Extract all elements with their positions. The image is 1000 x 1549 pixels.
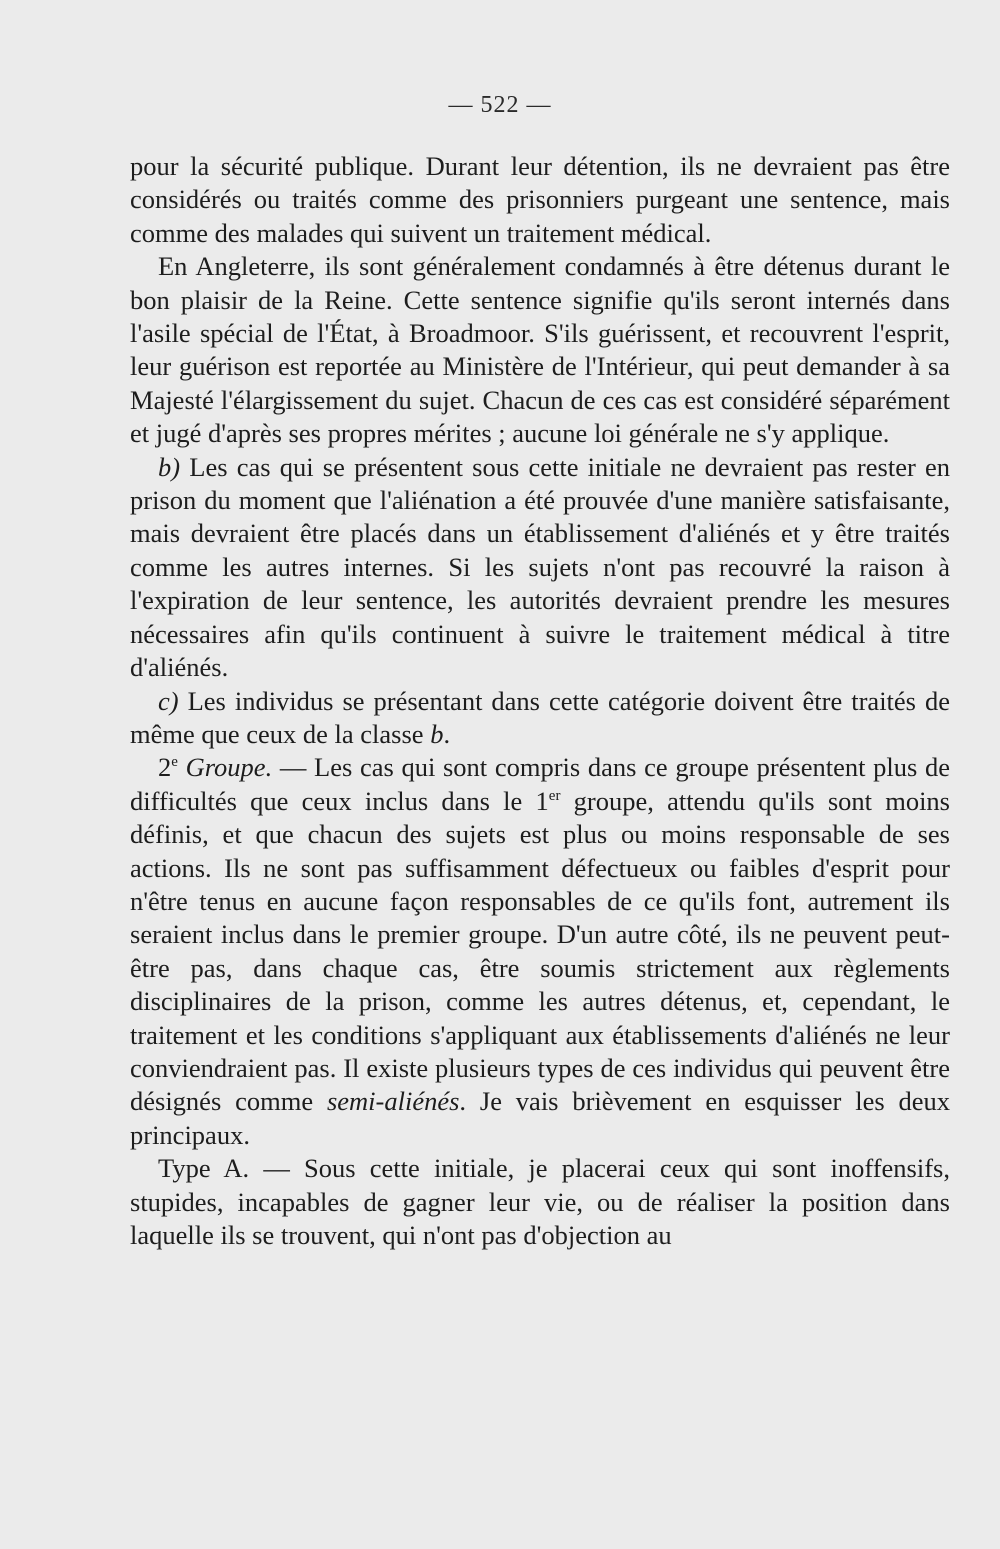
paragraph-5 [130,751,950,1152]
first-superscript: er [548,787,561,804]
paragraph-4-end: . [443,718,451,749]
paragraph-2: En Angleterre, ils sont généralement condamnés à être détenus durant le bon plaisir de la Reine. Cette sentence signifie qu'ils seront internés dans l'asile spécial de l'État, à Broadmoor. S'ils guérissent, et recouvrent l'esprit, leur guérison est reportée au Ministère de l'Intérieur, qui peut demander à sa Majesté l'élargissement du sujet. Chacun de ces cas est considéré séparément et jugé d'après ses propres mérites ; aucune loi générale ne s'y applique. [130,251,950,449]
group-number-superscript: e [171,754,178,771]
paragraph-3-label: b) [158,451,181,482]
paragraph-6: Type A. — Sous cette initiale, je placerai ceux qui sont inoffensifs, stupides, incapables de gagner leur vie, ou de réaliser la position dans laquelle ils se trouvent, qui n'ont pas d'objection au [130,1153,950,1250]
paragraph-4-text: Les individus se présentant dans cette catégorie doivent être traités de même que ceux de la classe [130,685,950,749]
paragraph-4-label: c) [158,685,179,716]
paragraph-5-text-c: . Je vais brièvement en esquisser les deux principaux. [130,1086,950,1150]
semi-alienes-term: semi-aliénés [326,1086,460,1117]
page-number: — 522 — [448,92,552,118]
paragraph-3-text: Les cas qui se présentent sous cette initiale ne devraient pas rester en prison du moment que l'aliénation a été prouvée d'une manière satisfaisante, mais devraient être placés dans un établissement d'aliénés et y être traités comme les autres internes. Si les sujets n'ont pas recouvré la raison à l'expiration de leur sentence, les autorités devraient prendre les mesures nécessaires afin qu'ils continuent à suivre le traitement médical à titre d'aliénés. [130,451,950,683]
paragraph-3 [130,451,950,685]
group-number: 2 [158,752,172,783]
group-heading: Groupe. [177,752,273,783]
paragraph-5-text-a: — Les cas qui sont compris dans ce groupe présentent plus de difficultés que ceux inclus dans le 1 [130,752,950,816]
paragraph-1: pour la sécurité publique. Durant leur détention, ils ne devraient pas être considérés ou traités comme des prisonniers purgeant une sentence, mais comme des malades qui suivent un traitement médical. [130,151,950,248]
body-text [130,150,950,1252]
paragraph-5-text-b: groupe, attendu qu'ils sont moins définis, et que chacun des sujets est plus ou moins responsable de ses actions. Ils ne sont pas suffisamment défectueux ou faibles d'esprit pour n'être tenus en aucune façon responsables de ce qu'ils font, autrement ils seraient inclus dans le premier groupe. D'un autre côté, ils ne peuvent peut-être pas, dans chaque cas, être soumis strictement aux règlements disciplinaires de la prison, comme les autres détenus, et, cependant, le traitement et les conditions s'appliquant aux établissements d'aliénés ne leur conviendraient pas. Il existe plusieurs types de ces individus qui peuvent être désignés comme [130,785,950,1117]
paragraph-4-ref: b [430,718,444,749]
paragraph-4 [130,685,950,752]
